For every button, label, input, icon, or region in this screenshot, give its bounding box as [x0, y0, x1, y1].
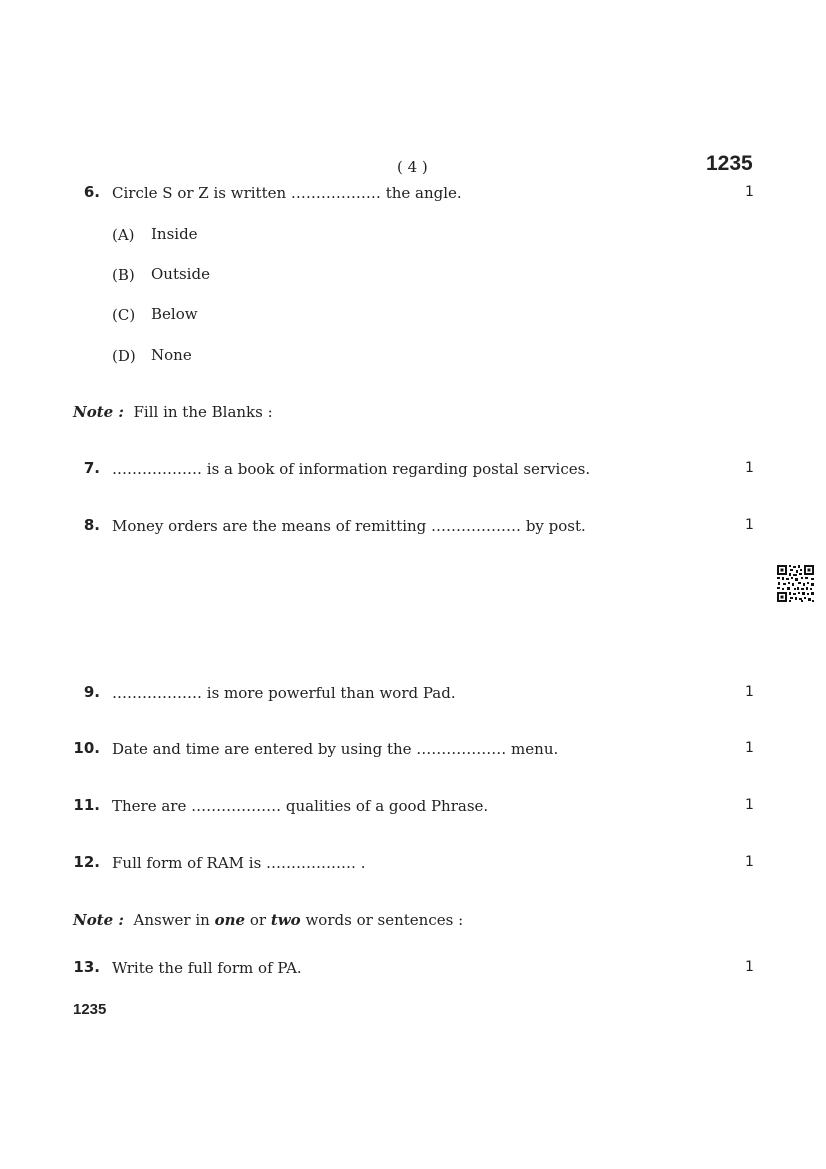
question-marks: 1: [745, 460, 754, 476]
option-label: (C): [112, 306, 136, 324]
note-emphasis-one: one: [214, 911, 246, 929]
question-number: 11.: [73, 796, 100, 814]
question-marks: 1: [745, 517, 754, 533]
question-marks: 1: [745, 959, 754, 975]
option-label: (B): [112, 266, 135, 284]
note-answer-words: [73, 910, 463, 930]
note-fill-blanks: [73, 402, 273, 422]
option-label: (D): [112, 347, 136, 365]
question-number: 8.: [83, 516, 100, 534]
question-number: 7.: [83, 459, 100, 477]
note-label: Note :: [73, 911, 124, 929]
question-text: Write the full form of PA.: [112, 959, 302, 977]
question-marks: 1: [745, 184, 754, 200]
question-marks: 1: [745, 854, 754, 870]
question-marks: 1: [745, 797, 754, 813]
option-text: Inside: [151, 225, 198, 243]
question-text: There are ……………… qualities of a good Phrase.: [112, 797, 489, 815]
note-label: Note :: [73, 403, 124, 421]
note-emphasis-two: two: [270, 911, 301, 929]
note-text-pre: Answer in: [133, 911, 210, 929]
note-text-mid: or: [249, 911, 267, 929]
question-number: 6.: [83, 183, 100, 201]
paper-code-footer: 1235: [73, 1001, 107, 1018]
question-text: ……………… is a book of information regarding postal services.: [112, 460, 591, 478]
question-text: Money orders are the means of remitting ……………… by post.: [112, 517, 586, 535]
option-text: Below: [151, 305, 198, 323]
question-text: ……………… is more powerful than word Pad.: [112, 684, 456, 702]
question-marks: 1: [745, 740, 754, 756]
question-number: 9.: [83, 683, 100, 701]
question-number: 10.: [73, 739, 100, 757]
question-number: 12.: [73, 853, 100, 871]
question-marks: 1: [745, 684, 754, 700]
page-number: ( 4 ): [397, 158, 428, 176]
question-text: Full form of RAM is ……………… .: [112, 854, 366, 872]
qr-code: [776, 564, 815, 603]
question-number: 13.: [73, 958, 100, 976]
question-text: Date and time are entered by using the ……………… menu.: [112, 740, 559, 758]
question-text: Circle S or Z is written ……………… the angle.: [112, 184, 462, 202]
note-text: Fill in the Blanks :: [133, 403, 273, 421]
option-text: None: [151, 346, 192, 364]
paper-code-header: 1235: [706, 152, 753, 175]
note-text-post: words or sentences :: [305, 911, 464, 929]
option-text: Outside: [151, 265, 210, 283]
option-label: (A): [112, 226, 135, 244]
